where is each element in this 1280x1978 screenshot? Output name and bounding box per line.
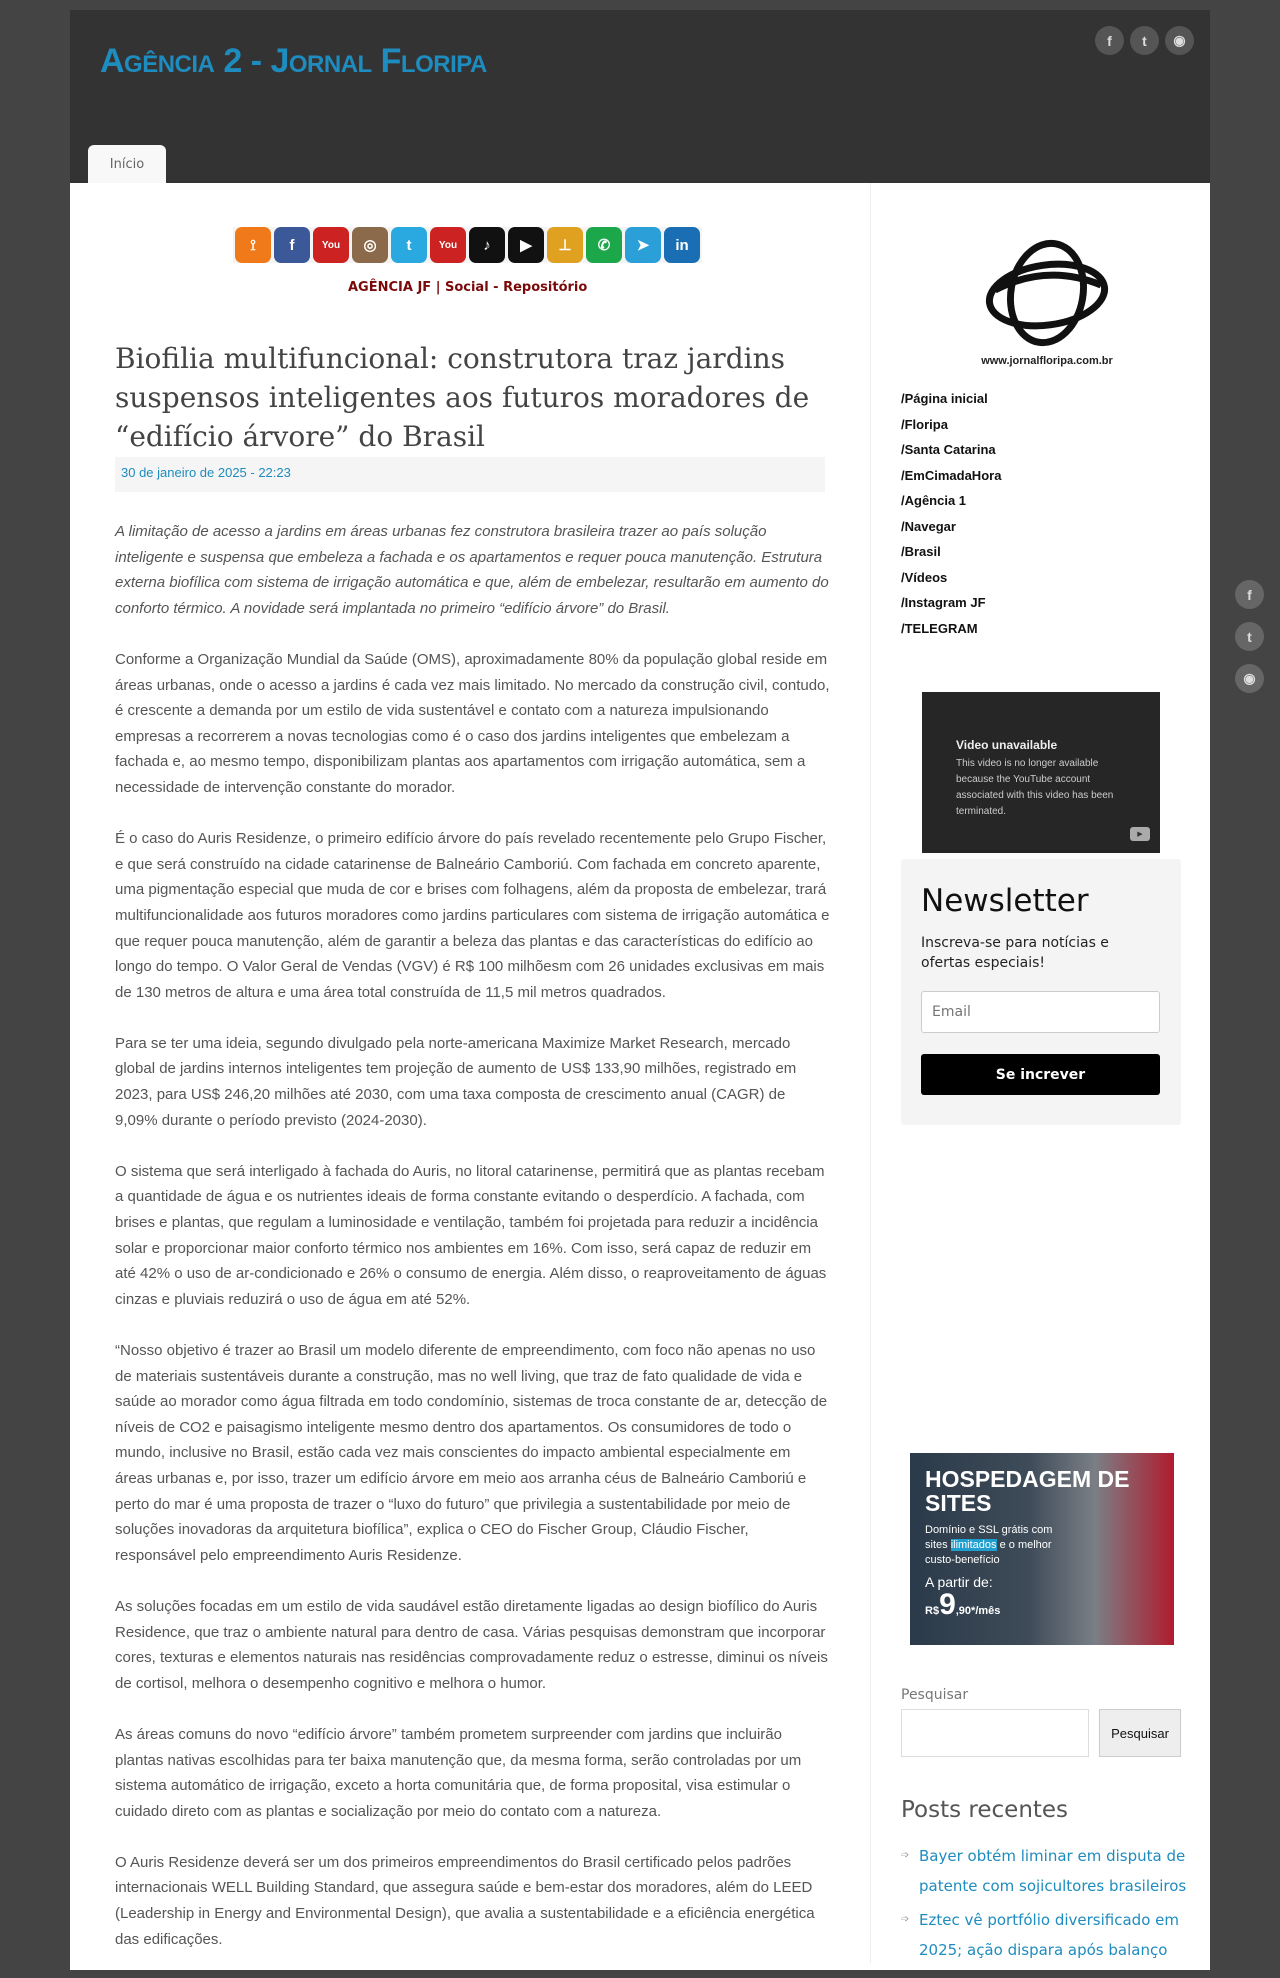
ad-line1: Domínio e SSL grátis com sites [925, 1524, 1053, 1551]
social-icon-bar [233, 227, 702, 263]
recent-posts-list [901, 1841, 1191, 1969]
recent-posts-title: Posts recentes [901, 1797, 1069, 1823]
youtube-icon[interactable]: You [313, 227, 349, 263]
sidebar-link[interactable]: /Navegar [901, 518, 956, 534]
instagram-icon[interactable]: ◎ [352, 227, 388, 263]
ad-highlight: ilimitados [950, 1539, 997, 1551]
site-title[interactable]: Agência 2 - Jornal Floripa [100, 42, 487, 80]
site-header [70, 10, 1210, 183]
ad-line2: e o melhor custo-benefício [925, 1539, 1052, 1566]
ad-from: A partir de: [925, 1574, 993, 1590]
rss-icon[interactable]: ◉ [1235, 664, 1264, 693]
article-paragraph: O Auris Residenze deverá ser um dos primeiros empreendimentos do Brasil certificado pelos padrões internacionais WELL Building Standard, que assegura saúde e bem-estar dos moradores, além do LEED (Leadership in Energy and Environmental Design), que avalia a sustentabilidade e a eficiência energética das edificações. [115, 1853, 815, 1948]
article-body [115, 519, 830, 1978]
youtube-embed[interactable] [922, 692, 1160, 853]
article-title: Biofilia multifuncional: construtora traz jardins suspensos inteligentes aos futuros moradores de “edifício árvore” do Brasil [115, 342, 810, 453]
article-date[interactable]: 30 de janeiro de 2025 - 22:23 [115, 457, 825, 492]
article-paragraph: As áreas comuns do novo “edifício árvore” também prometem surpreender com jardins que incluirão plantas nativas escolhidas para ter baixa manutenção que, da mesma forma, serão controladas por um sistema automático de irrigação, exceto a horta comunitária que, de forma proposital, visa estimular o cuidado direto com as plantas e socialização por meio do contato com a natureza. [115, 1725, 802, 1820]
sidebar-menu [901, 391, 1001, 646]
article-paragraph: “Nosso objetivo é trazer ao Brasil um modelo diferente de empreendimento, com foco não apenas no uso de materiais sustentáveis durante a construção, mas no well living, que traz de fato qualidade de vida e saúde ao morador como água filtrada em todo condomínio, sistemas de troca constante de ar, detecção de níveis de CO2 e paisagismo inteligente mesmo dentro dos apartamentos. Os consumidores de todo o mundo, inclusive no Brasil, estão cada vez mais conscientes do impacto ambiental especialmente em áreas urbanas e, por isso, trazer um edifício árvore em meio aos arranha céus de Balneário Camboriú e perto do mar é uma proposta de trazer o “luxo do futuro” que privilegia a sustentabilidade por meio de soluções inovadoras da arquitetura biofílica”, explica o CEO do Fischer Group, Cláudio Fischer, responsável pelo empreendimento Auris Residenze. [115, 1342, 828, 1564]
search-label: Pesquisar [901, 1687, 969, 1703]
article-intro: A limitação de acesso a jardins em áreas urbanas fez construtora brasileira trazer ao país solução inteligente e suspensa que embeleza a fachada e os apartamentos e requer pouca manutenção. Estrutura externa biofílica com sistema de irrigação automática e que, além de embelezar, resultarão em aumento do conforto térmico. A novidade será implantada no primeiro “edifício árvore” do Brasil. [115, 523, 829, 617]
youtube-logo-icon[interactable]: ▶ [1130, 827, 1150, 841]
ad-subtext [925, 1523, 1065, 1568]
recent-post-title[interactable]: Bayer obtém liminar em disputa de patente com sojicultores brasileiros [919, 1847, 1187, 1895]
sidebar-link[interactable]: /Página inicial [901, 391, 988, 406]
sitemap-icon[interactable]: ⊥ [547, 227, 583, 263]
ad-currency: R$ [925, 1605, 940, 1617]
sidebar-link[interactable]: /Vídeos [901, 569, 948, 585]
sidebar-link[interactable]: /TELEGRAM [901, 620, 978, 636]
newsletter-text: Inscreva-se para notícias e ofertas especiais! [921, 935, 1109, 971]
recent-post-title[interactable]: Eztec vê portfólio diversificado em 2025; ação dispara após balanço [919, 1911, 1179, 1959]
facebook-icon[interactable]: f [1095, 26, 1124, 55]
sidebar-link[interactable]: /Instagram JF [901, 595, 986, 610]
facebook-icon[interactable]: f [1235, 580, 1264, 609]
newsletter-title: Newsletter [921, 883, 1089, 919]
ad-price [925, 1590, 1159, 1626]
repository-link[interactable]: AGÊNCIA JF | Social - Repositório [348, 280, 588, 295]
subscribe-button[interactable]: Se increver [921, 1054, 1160, 1095]
video-message: This video is no longer available because the YouTube account associated with this video has been terminated. [956, 758, 1114, 817]
article-paragraph: Conforme a Organização Mundial da Saúde (OMS), aproximadamente 80% da população global reside em áreas urbanas, onde o acesso a jardins é cada vez mais limitado. No mercado da construção civil, contudo, é crescente a demanda por um estilo de vida sustentável e contato com a natureza impulsionando empresas a recorrerem a novas tecnologias como é o caso dos jardins inteligentes que embelezam a fachada e, ao mesmo tempo, disponibilizam plantas aos apartamentos com irrigação automática, sem a necessidade de intervenção constante do morador. [115, 650, 830, 796]
article-paragraph: As soluções focadas em um estilo de vida saudável estão diretamente ligadas ao design biofílico do Auris Residence, que traz o ambiente natural para dentro de casa. Várias pesquisas demonstram que incorporar cores, texturas e elementos naturais nas residências comprovadamente reduz o estresse, diminui os níveis de cortisol, melhora o desempenho cognitivo e melhora o humor. [115, 1597, 828, 1692]
twitter-icon[interactable]: t [391, 227, 427, 263]
newsletter-widget [901, 859, 1181, 1125]
sidebar-link[interactable]: /EmCimadaHora [901, 467, 1002, 483]
jornal-floripa-logo[interactable] [967, 235, 1127, 365]
arrow-right-icon: ➩ [901, 1850, 910, 1861]
page-container [70, 10, 1210, 1970]
twitter-icon[interactable]: t [1235, 622, 1264, 651]
floating-social-links [1235, 580, 1264, 693]
email-field[interactable] [921, 991, 1160, 1033]
sidebar-link[interactable]: /Santa Catarina [901, 442, 996, 457]
sidebar-link[interactable]: /Floripa [901, 416, 948, 432]
recent-post-link[interactable] [901, 1841, 1191, 1901]
search-button[interactable]: Pesquisar [1099, 1709, 1181, 1757]
globe-logo-icon [977, 235, 1117, 355]
ad-period: /mês [975, 1605, 1001, 1617]
hosting-ad-banner[interactable] [910, 1453, 1174, 1645]
logo-url: www.jornalfloripa.com.br [981, 355, 1113, 367]
sidebar [870, 183, 1210, 1963]
recent-post-link[interactable] [901, 1905, 1191, 1965]
play-icon[interactable]: ▶ [508, 227, 544, 263]
video-title: Video unavailable [956, 738, 1058, 752]
ad-cents: ,90* [955, 1605, 976, 1617]
whatsapp-icon[interactable]: ✆ [586, 227, 622, 263]
telegram-icon[interactable]: ➤ [625, 227, 661, 263]
ad-price-value: 9 [939, 1588, 956, 1621]
tiktok-icon[interactable]: ♪ [469, 227, 505, 263]
sidebar-link[interactable]: /Brasil [901, 544, 941, 559]
twitter-icon[interactable]: t [1130, 26, 1159, 55]
search-input[interactable] [901, 1709, 1089, 1757]
youtube-icon[interactable]: You [430, 227, 466, 263]
facebook-icon[interactable]: f [274, 227, 310, 263]
ad-headline: HOSPEDAGEM DE SITES [925, 1466, 1130, 1516]
arrow-right-icon: ➩ [901, 1914, 910, 1925]
linkedin-icon[interactable]: in [664, 227, 700, 263]
article-paragraph: Para se ter uma ideia, segundo divulgado pela norte-americana Maximize Market Research, mercado global de jardins internos inteligentes tem projeção de aumento de US$ 133,90 milhões, registrado em 2023, para US$ 246,20 milhões até 2030, com uma taxa composta de crescimento anual (CAGR) de 9,09% durante o período previsto (2024-2030). [115, 1034, 797, 1129]
header-social-links [1095, 26, 1194, 55]
article-paragraph: É o caso do Auris Residenze, o primeiro edifício árvore do país revelado recentemente pelo Grupo Fischer, e que será construído na cidade catarinense de Balneário Camboriú. Com fachada em concreto aparente, uma pigmentação especial que muda de cor e brises com folhagens, além da proposta de embelezar, trará multifuncionalidade aos futuros moradores como jardins particulares com sistema de irrigação automática e que requer pouca manutenção, além de garantir a beleza das plantas e das características do edifício ao longo do tempo. O Valor Geral de Vendas (VGV) é R$ 100 milhõesm com 26 unidades exclusivas em mais de 130 metros de altura e uma área total construída de 11,5 mil metros quadrados. [115, 830, 830, 1001]
rss-icon[interactable]: ◉ [1165, 26, 1194, 55]
nav-item-inicio[interactable]: Início [88, 145, 166, 183]
article-paragraph: O sistema que será interligado à fachada do Auris, no litoral catarinense, permitirá que as plantas recebam a quantidade de água e os nutrientes ideais de forma constante evitando o desperdício. A fachada, com brises e plantas, que regulam a luminosidade e ventilação, também foi projetada para reduzir a incidência solar e proporcionar maior conforto térmico nos ambientes em 16%. Com isso, será capaz de reduzir em até 42% o uso de ar-condicionado e 26% o consumo de energia. Além disso, o reaproveitamento de águas cinzas e pluviais reduzirá o uso de água em até 52%. [115, 1162, 827, 1308]
sidebar-link[interactable]: /Agência 1 [901, 493, 967, 508]
rss-icon[interactable]: ⟟ [235, 227, 271, 263]
